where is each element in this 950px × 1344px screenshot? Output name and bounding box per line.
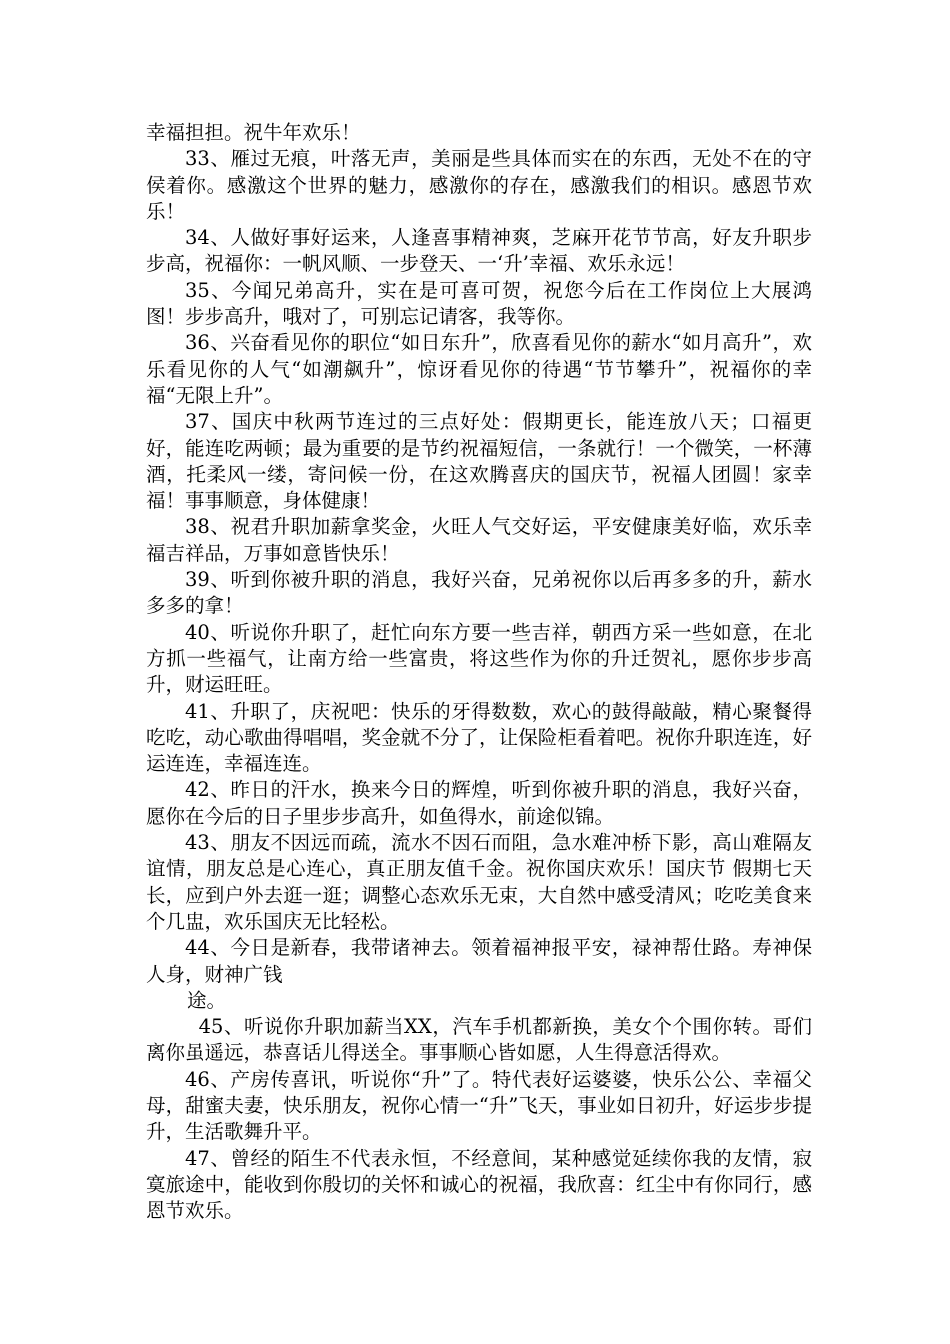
- paragraph-41: 41、升职了，庆祝吧：快乐的牙得数数，欢心的鼓得敲敲，精心聚餐得吃吃，动心歌曲得唱唱，奖金就不分了，让保险柜看着吧。祝你升职连连，好运连连，幸福连连。: [146, 699, 812, 776]
- paragraph-33: 33、雁过无痕，叶落无声，美丽是些具体而实在的东西，无处不在的守侯着你。感激这个世界的魅力，感激你的存在，感激我们的相识。感恩节欢乐！: [146, 147, 812, 223]
- paragraph-44-tail: 途。: [186, 988, 226, 1012]
- paragraph-40: 40、听说你升职了，赶忙向东方要一些吉祥，朝西方采一些如意，在北方抓一些福气，让南方给一些富贵，将这些作为你的升迁贺礼，愿你步步高升，财运旺旺。: [146, 620, 812, 697]
- paragraph-42: 42、昨日的汗水，换来今日的辉煌，听到你被升职的消息，我好兴奋，愿你在今后的日子里步步高升，如鱼得水，前途似锦。: [146, 778, 812, 828]
- paragraph-47: 47、曾经的陌生不代表永恒，不经意间，某种感觉延续你我的友情，寂寞旅途中，能收到你殷切的关怀和诚心的祝福，我欣喜：红尘中有你同行，感恩节欢乐。: [146, 1146, 812, 1223]
- paragraph-continuation: 幸福担担。祝牛年欢乐！: [146, 121, 361, 144]
- paragraph-39: 39、听到你被升职的消息，我好兴奋，兄弟祝你以后再多多的升，薪水多多的拿！: [146, 568, 812, 618]
- paragraph-38: 38、祝君升职加薪拿奖金，火旺人气交好运，平安健康美好临，欢乐幸福吉祥品，万事如意皆快乐！: [146, 515, 812, 565]
- paragraph-43: 43、朋友不因远而疏，流水不因石而阻，急水难冲桥下影，高山难隔友谊情，朋友总是心连心，真正朋友值千金。祝你国庆欢乐！国庆节 假期七天长，应到户外去逛一逛；调整心态欢乐无束，大自然中感受清风；吃吃美食来个几盅，欢乐国庆无比轻松。: [146, 831, 812, 933]
- paragraph-37: 37、国庆中秋两节连过的三点好处：假期更长，能连放八天；口福更好，能连吃两顿；最为重要的是节约祝福短信，一条就行！一个微笑，一杯薄酒，托柔风一缕，寄问候一份，在这欢腾喜庆的国庆节，祝福人团圆！家幸福！事事顺意，身体健康！: [146, 410, 812, 513]
- document-body: [146, 120, 812, 1224]
- paragraph-46: 46、产房传喜讯，听说你“升”了。特代表好运婆婆，快乐公公、幸福父母，甜蜜夫妻，快乐朋友，祝你心情一“升”飞天，事业如日初升，好运步步提升，生活歌舞升平。: [146, 1067, 812, 1144]
- paragraph-45: 45、听说你升职加薪当XX，汽车手机都新换，美女个个围你转。哥们离你虽遥远，恭喜话儿得送全。事事顺心皆如愿，人生得意活得欢。: [146, 1015, 812, 1065]
- paragraph-44: 44、今日是新春，我带诸神去。领着福神报平安，禄神帮仕路。寿神保人身，财神广钱: [146, 936, 812, 986]
- paragraph-35: 35、今闻兄弟高升，实在是可喜可贺，祝您今后在工作岗位上大展鸿图！步步高升，哦对了，可别忘记请客，我等你。: [146, 278, 812, 329]
- paragraph-36: 36、兴奋看见你的职位“如日东升”，欣喜看见你的薪水“如月高升”，欢乐看见你的人气“如潮飙升”，惊讶看见你的待遇“节节攀升”，祝福你的幸福“无限上升”。: [146, 331, 812, 407]
- paragraph-34: 34、人做好事好运来，人逢喜事精神爽，芝麻开花节节高，好友升职步步高，祝福你：一帆风顺、一步登天、一‘升’幸福、欢乐永远！: [146, 226, 812, 276]
